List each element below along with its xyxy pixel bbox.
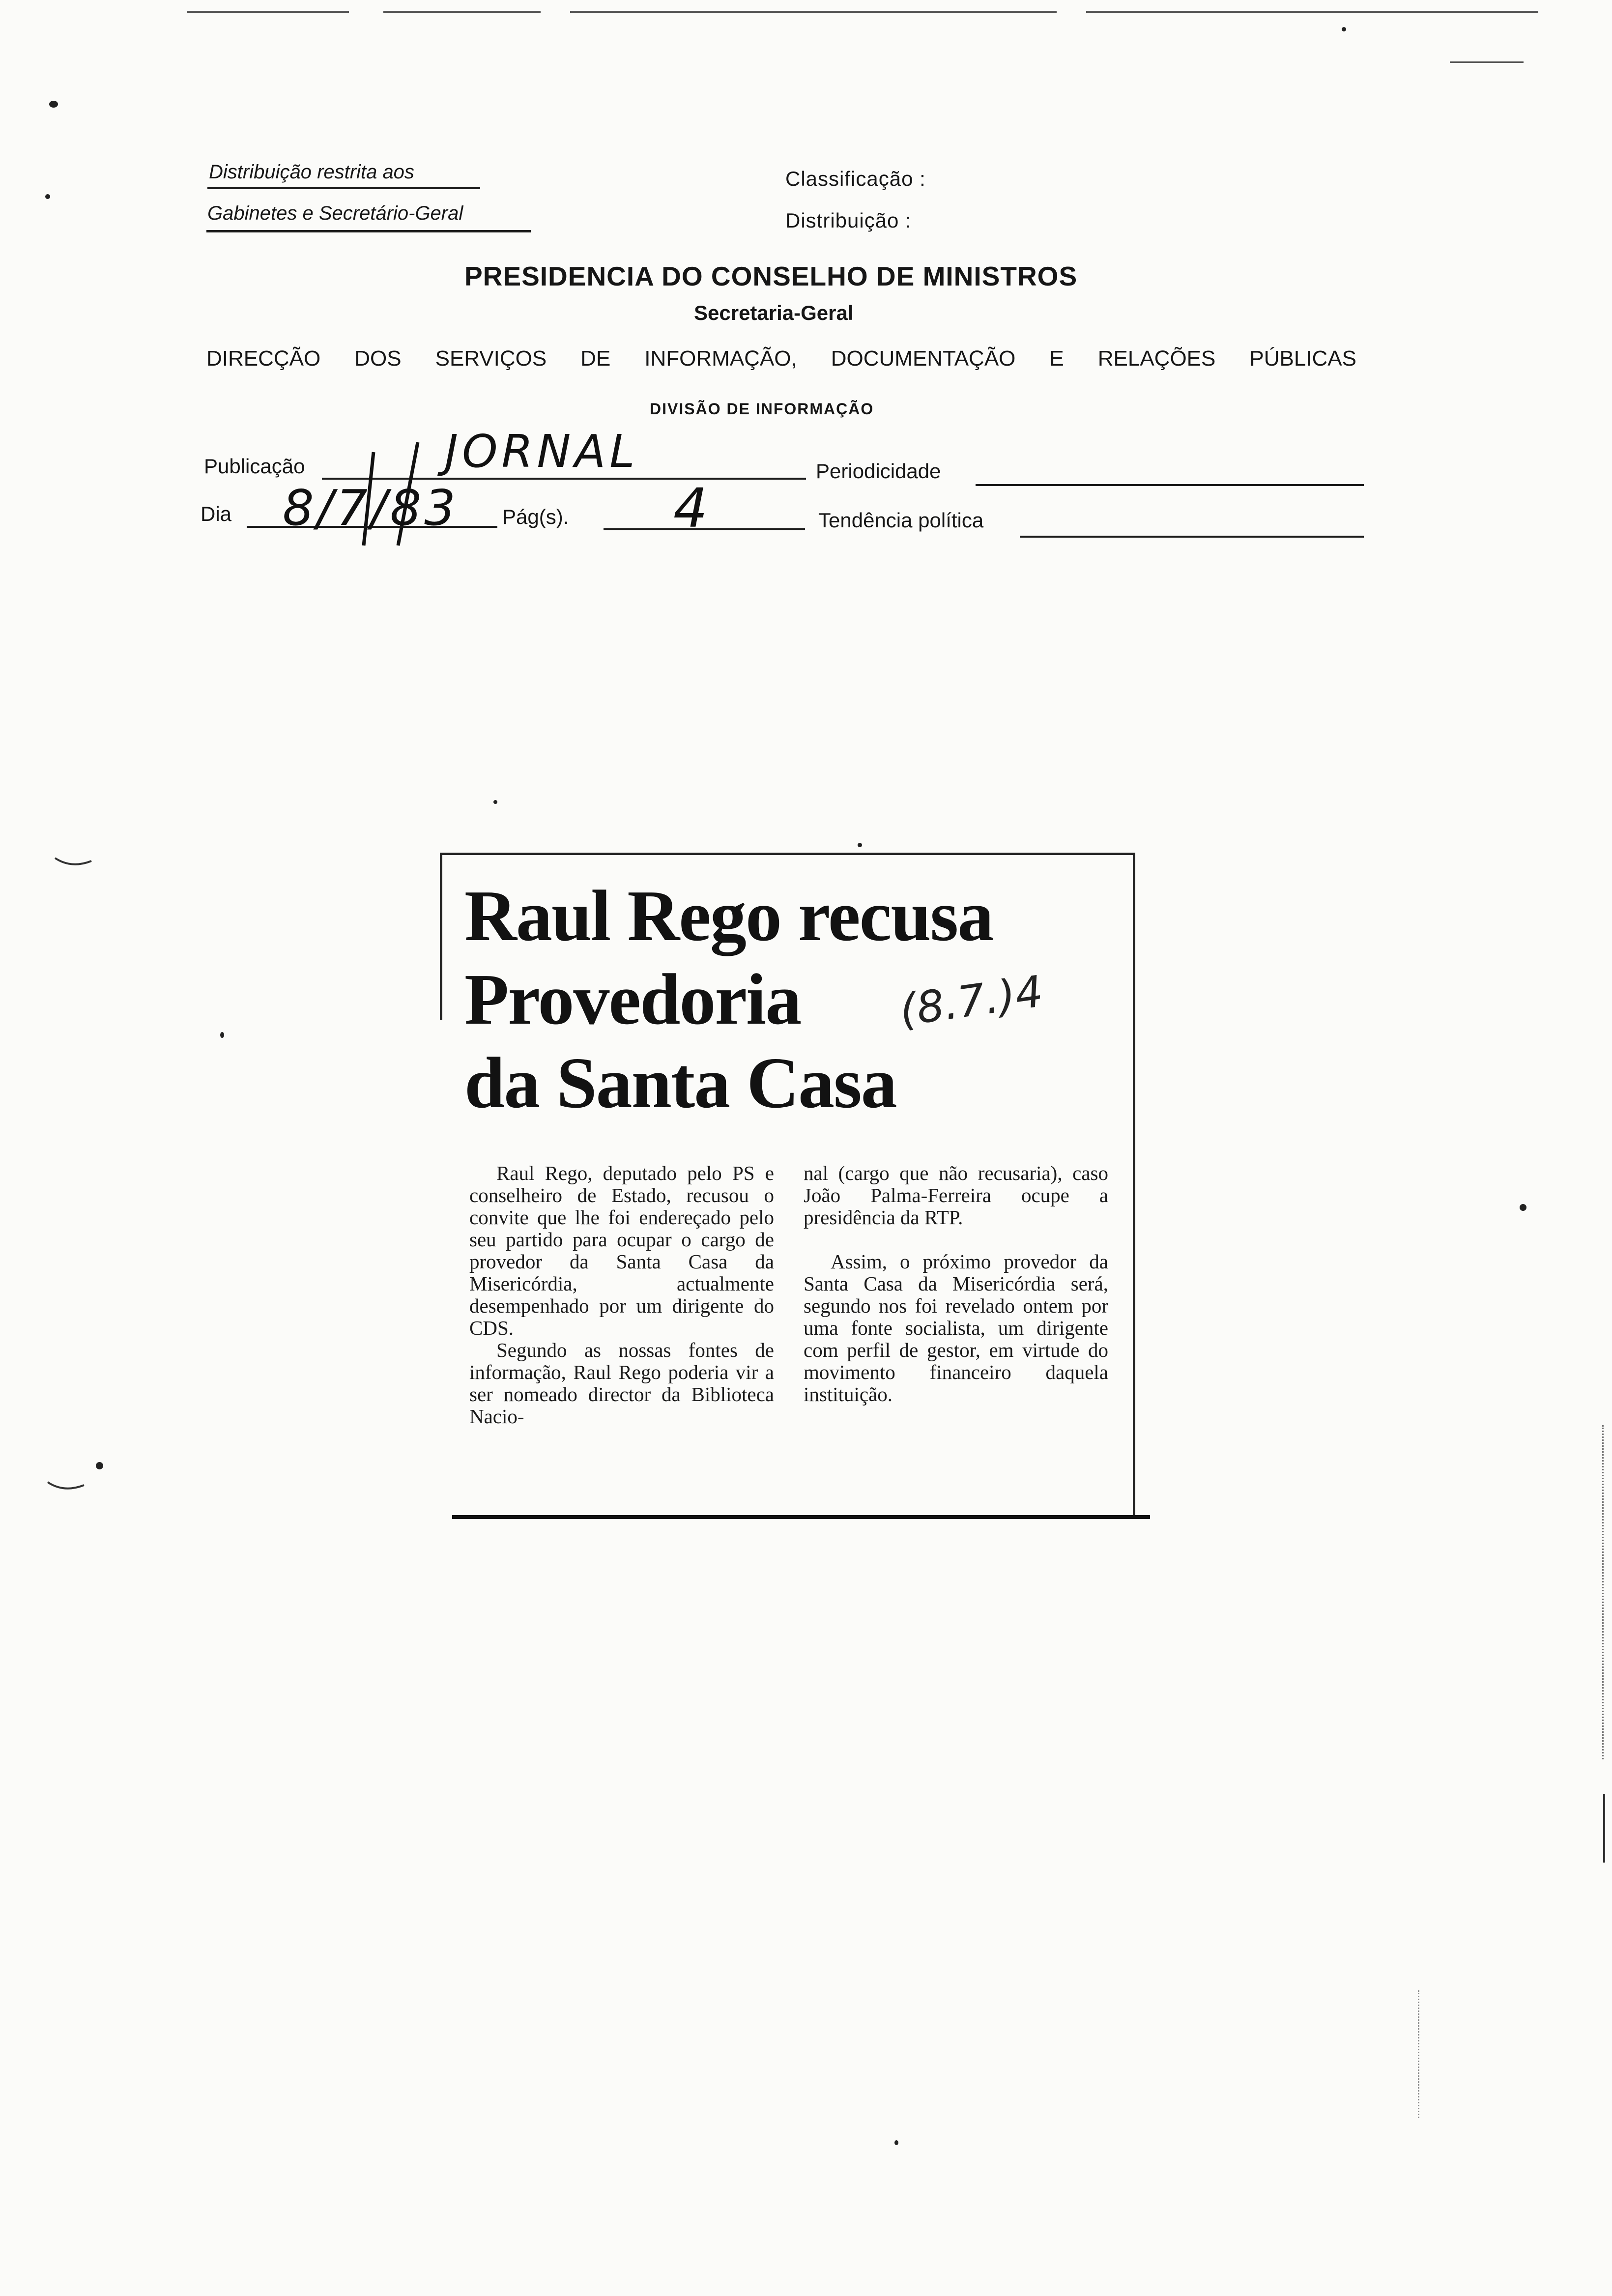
scan-speck (894, 2140, 898, 2145)
scan-streak (383, 11, 541, 13)
scan-curl-mark (47, 1479, 86, 1494)
column-1-paragraph-2: Segundo as nossas fontes de informação, Raul Rego poderia vir a ser nomeado director da Biblioteca Nacio- (469, 1339, 774, 1428)
clipping-edge-left (440, 853, 442, 1020)
column-2-paragraph-2: Assim, o próximo provedor da Santa Casa da Misericórdia será, segundo nos foi revelado ontem por uma fonte socialista, um dirigente com perfil de gestor, em virtude do movimento financeiro daquela instituição. (804, 1250, 1108, 1406)
article-column-1 (469, 1162, 774, 1428)
scan-speck (1342, 27, 1346, 31)
distribution-label: Distribuição : (785, 209, 912, 232)
column-2-paragraph-1: nal (cargo que não recusaria), caso João Palma-Ferreira ocupe a presidência da RTP. (804, 1162, 1108, 1229)
restriction-line-2: Gabinetes e Secretário-Geral (207, 202, 463, 224)
periodicity-line (976, 484, 1364, 486)
restriction-underline-2 (206, 230, 531, 232)
day-handwritten: 8/7/83 (283, 479, 459, 537)
scan-speck (1520, 1204, 1526, 1211)
day-label: Dia (201, 502, 232, 525)
scan-edge-artifact (1603, 1794, 1605, 1863)
presidency-title: PRESIDENCIA DO CONSELHO DE MINISTROS (464, 261, 1078, 291)
directorate-line: DIRECÇÃO DOS SERVIÇOS DE INFORMAÇÃO, DOCUMENTAÇÃO E RELAÇÕES PÚBLICAS (206, 346, 1356, 371)
clipping-edge-bottom (452, 1515, 1150, 1519)
handwritten-date-note: (8.7.)4 (896, 966, 1046, 1036)
page-handwritten: 4 (673, 477, 708, 540)
restriction-underline-1 (207, 187, 480, 189)
scan-streak (1086, 11, 1538, 13)
classification-label: Classificação : (785, 167, 926, 190)
scan-speck (493, 800, 497, 804)
tendency-line (1020, 536, 1364, 538)
tendency-label: Tendência política (818, 509, 984, 532)
secretariat-subtitle: Secretaria-Geral (694, 301, 854, 324)
scan-streak (570, 11, 845, 13)
scan-streak (845, 11, 1057, 13)
scan-speck (96, 1462, 103, 1469)
scan-speck (45, 194, 50, 199)
scan-edge-artifact (1602, 1425, 1605, 1759)
column-1-paragraph-1: Raul Rego, deputado pelo PS e conselheiro de Estado, recusou o convite que lhe foi endereçado pelo seu partido para ocupar o cargo de provedor da Santa Casa da Misericórdia, actualmente desempenhado por um dirigente do CDS. (469, 1162, 774, 1339)
newspaper-clipping (440, 853, 1135, 1519)
publication-label: Publicação (204, 455, 305, 478)
restriction-line-1: Distribuição restrita aos (209, 161, 414, 183)
headline-line-2: Provedoria (464, 959, 801, 1040)
periodicity-label: Periodicidade (816, 459, 941, 483)
scan-speck (858, 843, 862, 847)
clipping-edge-top (440, 853, 1135, 855)
scan-streak (1450, 61, 1524, 63)
article-column-2 (804, 1162, 1108, 1406)
page-label: Pág(s). (502, 505, 569, 528)
publication-handwritten: JORNAL (445, 425, 639, 478)
scan-speck (220, 1032, 224, 1038)
headline-line-3: da Santa Casa (464, 1043, 896, 1123)
division-line: DIVISÃO DE INFORMAÇÃO (650, 400, 874, 418)
scan-streak (187, 11, 349, 13)
scan-curl-mark (54, 855, 93, 870)
scan-speck (49, 101, 58, 108)
headline-line-1: Raul Rego recusa (464, 876, 993, 956)
clipping-edge-right (1133, 853, 1135, 1519)
scan-edge-artifact (1418, 1990, 1421, 2118)
